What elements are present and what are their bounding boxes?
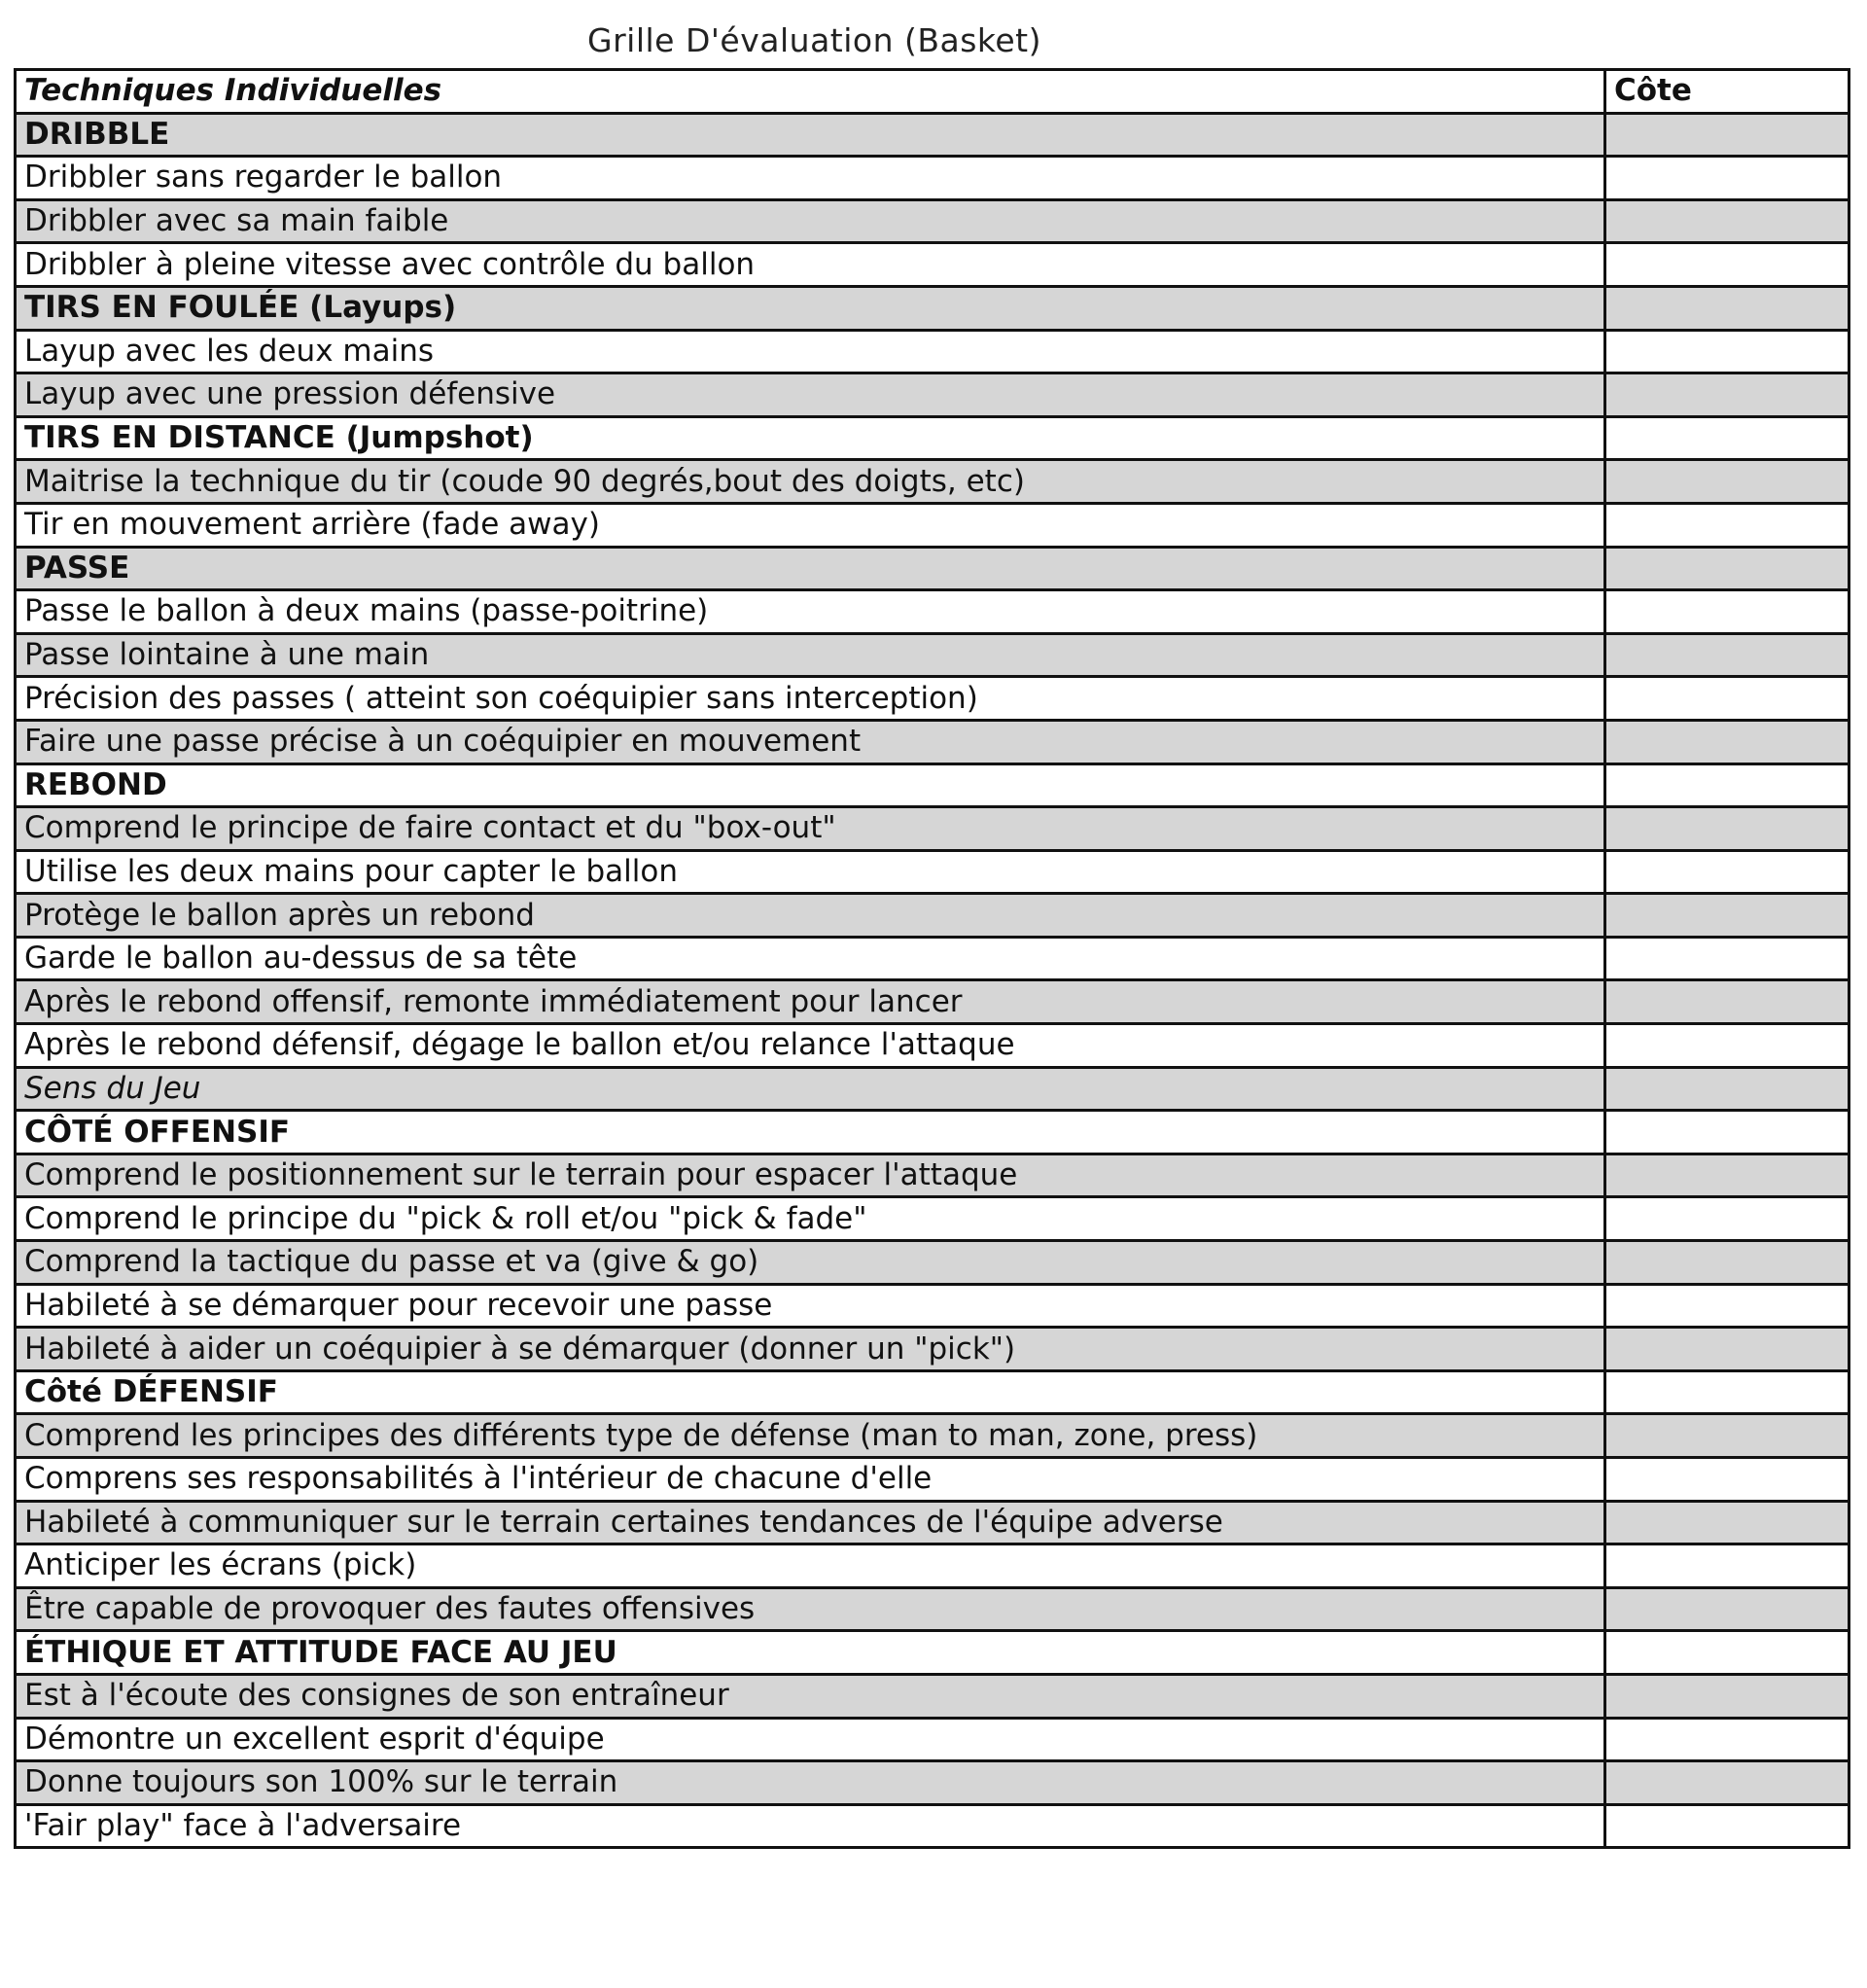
section-label: PASSE: [16, 547, 1605, 590]
section-label: REBOND: [16, 763, 1605, 807]
section-row: [16, 1111, 1849, 1154]
score-cell[interactable]: [1605, 1024, 1849, 1068]
criterion-row: [16, 980, 1849, 1024]
criterion-row: [16, 1804, 1849, 1848]
criterion-row: [16, 157, 1849, 200]
criterion-row: [16, 1501, 1849, 1544]
criterion-row: [16, 1587, 1849, 1631]
criterion-label: Après le rebond défensif, dégage le ballon et/ou relance l'attaque: [16, 1024, 1605, 1068]
score-cell[interactable]: [1605, 1458, 1849, 1502]
score-cell[interactable]: [1605, 503, 1849, 547]
score-cell[interactable]: [1605, 1370, 1849, 1414]
criterion-label: Comprend la tactique du passe et va (give & go): [16, 1241, 1605, 1285]
score-cell[interactable]: [1605, 1631, 1849, 1675]
criterion-row: [16, 633, 1849, 677]
criterion-label: Layup avec les deux mains: [16, 330, 1605, 373]
criterion-row: [16, 1154, 1849, 1197]
section-row: [16, 1370, 1849, 1414]
section-label: TIRS EN DISTANCE (Jumpshot): [16, 416, 1605, 460]
criterion-row: [16, 1544, 1849, 1588]
score-cell[interactable]: [1605, 373, 1849, 417]
score-cell[interactable]: [1605, 547, 1849, 590]
score-cell[interactable]: [1605, 157, 1849, 200]
criterion-row: [16, 937, 1849, 980]
criterion-label: Dribbler avec sa main faible: [16, 199, 1605, 243]
score-cell[interactable]: [1605, 1067, 1849, 1111]
score-cell[interactable]: [1605, 1111, 1849, 1154]
score-cell[interactable]: [1605, 894, 1849, 938]
criterion-label: Comprend le positionnement sur le terrain pour espacer l'attaque: [16, 1154, 1605, 1197]
section-label: Côté DÉFENSIF: [16, 1370, 1605, 1414]
criterion-label: Comprend les principes des différents type de défense (man to man, zone, press): [16, 1414, 1605, 1458]
criterion-label: Comprens ses responsabilités à l'intérieur de chacune d'elle: [16, 1458, 1605, 1502]
score-cell[interactable]: [1605, 633, 1849, 677]
score-cell[interactable]: [1605, 1674, 1849, 1718]
criterion-label: Protège le ballon après un rebond: [16, 894, 1605, 938]
header-row: [16, 70, 1849, 114]
criterion-row: [16, 894, 1849, 938]
criterion-label: Est à l'écoute des consignes de son entraîneur: [16, 1674, 1605, 1718]
section-row: [16, 113, 1849, 157]
criterion-row: [16, 330, 1849, 373]
criterion-label: 'Fair play" face à l'adversaire: [16, 1804, 1605, 1848]
evaluation-grid: [14, 68, 1850, 1849]
section-row: [16, 286, 1849, 330]
criterion-label: Habileté à aider un coéquipier à se démarquer (donner un "pick"): [16, 1328, 1605, 1371]
subtitle-label: Sens du Jeu: [16, 1067, 1605, 1111]
criterion-row: [16, 1197, 1849, 1241]
score-cell[interactable]: [1605, 1804, 1849, 1848]
criterion-label: Faire une passe précise à un coéquipier en mouvement: [16, 720, 1605, 763]
criterion-label: Habileté à communiquer sur le terrain certaines tendances de l'équipe adverse: [16, 1501, 1605, 1544]
score-cell[interactable]: [1605, 677, 1849, 721]
score-cell[interactable]: [1605, 1197, 1849, 1241]
score-cell[interactable]: [1605, 1414, 1849, 1458]
criterion-row: [16, 590, 1849, 634]
score-cell[interactable]: [1605, 590, 1849, 634]
criterion-row: [16, 1241, 1849, 1285]
score-cell[interactable]: [1605, 937, 1849, 980]
score-cell[interactable]: [1605, 286, 1849, 330]
score-cell[interactable]: [1605, 1718, 1849, 1761]
section-row: [16, 416, 1849, 460]
criterion-label: Comprend le principe de faire contact et du "box-out": [16, 807, 1605, 851]
section-label: TIRS EN FOULÉE (Layups): [16, 286, 1605, 330]
criterion-label: Anticiper les écrans (pick): [16, 1544, 1605, 1588]
criterion-label: Comprend le principe du "pick & roll et/ou "pick & fade": [16, 1197, 1605, 1241]
criterion-row: [16, 243, 1849, 287]
criterion-label: Tir en mouvement arrière (fade away): [16, 503, 1605, 547]
criterion-label: Utilise les deux mains pour capter le ballon: [16, 850, 1605, 894]
score-cell[interactable]: [1605, 113, 1849, 157]
subtitle-row: [16, 1067, 1849, 1111]
score-cell[interactable]: [1605, 720, 1849, 763]
criterion-label: Passe le ballon à deux mains (passe-poitrine): [16, 590, 1605, 634]
score-cell[interactable]: [1605, 1241, 1849, 1285]
score-cell[interactable]: [1605, 1501, 1849, 1544]
criterion-label: Layup avec une pression défensive: [16, 373, 1605, 417]
criterion-row: [16, 1458, 1849, 1502]
criterion-label: Passe lointaine à une main: [16, 633, 1605, 677]
score-column-header: Côte: [1605, 70, 1849, 114]
score-cell[interactable]: [1605, 243, 1849, 287]
section-row: [16, 547, 1849, 590]
page-title: Grille D'évaluation (Basket): [587, 21, 1041, 59]
criterion-row: [16, 373, 1849, 417]
score-cell[interactable]: [1605, 1154, 1849, 1197]
criterion-row: [16, 1674, 1849, 1718]
criterion-row: [16, 1761, 1849, 1805]
criterion-label: Habileté à se démarquer pour recevoir une passe: [16, 1284, 1605, 1328]
header-label: Techniques Individuelles: [16, 70, 1605, 114]
score-cell[interactable]: [1605, 1587, 1849, 1631]
score-cell[interactable]: [1605, 1761, 1849, 1805]
criterion-label: Dribbler à pleine vitesse avec contrôle du ballon: [16, 243, 1605, 287]
score-cell[interactable]: [1605, 850, 1849, 894]
criterion-row: [16, 503, 1849, 547]
criterion-label: Démontre un excellent esprit d'équipe: [16, 1718, 1605, 1761]
score-cell[interactable]: [1605, 330, 1849, 373]
criterion-label: Après le rebond offensif, remonte immédiatement pour lancer: [16, 980, 1605, 1024]
criterion-label: Garde le ballon au-dessus de sa tête: [16, 937, 1605, 980]
criterion-label: Précision des passes ( atteint son coéquipier sans interception): [16, 677, 1605, 721]
criterion-label: Maitrise la technique du tir (coude 90 degrés,bout des doigts, etc): [16, 460, 1605, 504]
section-label: DRIBBLE: [16, 113, 1605, 157]
score-cell[interactable]: [1605, 1284, 1849, 1328]
score-cell[interactable]: [1605, 416, 1849, 460]
criterion-row: [16, 807, 1849, 851]
criterion-label: Donne toujours son 100% sur le terrain: [16, 1761, 1605, 1805]
criterion-label: Dribbler sans regarder le ballon: [16, 157, 1605, 200]
score-cell[interactable]: [1605, 763, 1849, 807]
score-cell[interactable]: [1605, 460, 1849, 504]
criterion-row: [16, 1718, 1849, 1761]
section-row: [16, 1631, 1849, 1675]
criterion-row: [16, 1414, 1849, 1458]
criterion-row: [16, 1284, 1849, 1328]
criterion-row: [16, 460, 1849, 504]
section-label: CÔTÉ OFFENSIF: [16, 1111, 1605, 1154]
criterion-row: [16, 1328, 1849, 1371]
criterion-row: [16, 677, 1849, 721]
score-cell[interactable]: [1605, 199, 1849, 243]
score-cell[interactable]: [1605, 1328, 1849, 1371]
criterion-row: [16, 199, 1849, 243]
score-cell[interactable]: [1605, 807, 1849, 851]
criterion-row: [16, 850, 1849, 894]
criterion-label: Être capable de provoquer des fautes offensives: [16, 1587, 1605, 1631]
section-row: [16, 763, 1849, 807]
section-label: ÉTHIQUE ET ATTITUDE FACE AU JEU: [16, 1631, 1605, 1675]
criterion-row: [16, 720, 1849, 763]
criterion-row: [16, 1024, 1849, 1068]
score-cell[interactable]: [1605, 1544, 1849, 1588]
score-cell[interactable]: [1605, 980, 1849, 1024]
